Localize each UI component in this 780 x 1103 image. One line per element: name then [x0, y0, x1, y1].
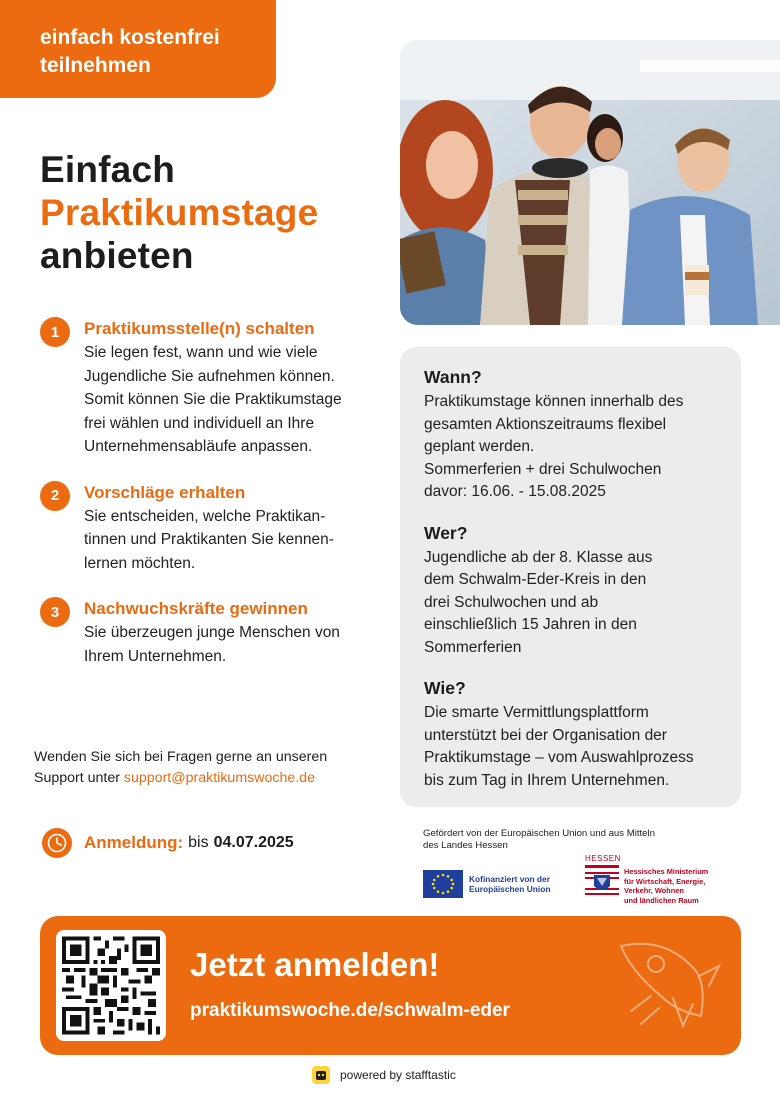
tab-line-2: teilnehmen	[40, 54, 151, 77]
hessen-text-line: und ländlichen Raum	[624, 895, 699, 905]
info-line: Praktikumstage – vom Auswahlprozess	[424, 749, 694, 766]
eu-text-line: Europäischen Union	[469, 884, 551, 894]
eu-logo	[423, 870, 550, 898]
info-line: Sommerferien + drei Schulwochen	[424, 460, 662, 478]
eu-logo-text	[469, 874, 550, 894]
stafftastic-logo-icon	[312, 1066, 330, 1084]
info-heading-when: Wann?	[424, 367, 482, 387]
support-note	[34, 747, 374, 789]
powered-by-text: powered by stafftastic	[340, 1068, 456, 1082]
info-line: dem Schwalm-Eder-Kreis in den	[424, 571, 647, 588]
headline-line-2: Praktikumstage	[40, 192, 319, 233]
deadline-prefix: bis	[188, 834, 209, 851]
step-text-line: Somit können Sie die Praktikumstage	[84, 391, 342, 408]
step-text-line: tinnen und Praktikanten Sie kennen-	[84, 531, 334, 548]
step-number-badge: 2	[40, 481, 70, 511]
info-line: Die smarte Vermittlungsplattform	[424, 704, 649, 721]
step-description	[84, 621, 380, 668]
top-tab-banner	[0, 0, 276, 98]
deadline-label: Anmeldung:	[84, 833, 184, 852]
registration-deadline	[42, 828, 294, 858]
hessen-text-line: Hessisches Ministerium	[624, 867, 709, 876]
info-line: Praktikumstage können innerhalb des	[424, 393, 684, 410]
tab-line-1: einfach kostenfrei	[40, 26, 220, 49]
step-text-line: Jugendliche Sie aufnehmen können.	[84, 367, 335, 385]
step-text-line: frei wählen und individuell an Ihre	[84, 414, 315, 432]
info-line: drei Schulwochen und ab	[424, 593, 599, 611]
hessen-crest-icon	[585, 865, 619, 899]
hessen-text-line: für Wirtschaft, Energie,	[624, 876, 706, 886]
support-line-2	[34, 768, 374, 789]
powered-by	[312, 1066, 456, 1084]
funding-note	[423, 828, 713, 852]
info-line: gesamten Aktionszeitraums flexibel	[424, 415, 667, 433]
info-heading-how: Wie?	[424, 678, 466, 698]
info-line: einschließlich 15 Jahren in den	[424, 616, 637, 633]
cta-title: Jetzt anmelden!	[190, 946, 440, 983]
step-description	[84, 341, 380, 459]
signup-banner[interactable]	[40, 916, 741, 1055]
step-title: Vorschläge erhalten	[84, 482, 246, 502]
headline-line-3: anbieten	[40, 235, 194, 276]
hessen-logo	[585, 854, 708, 905]
steps-list	[40, 316, 380, 690]
info-line: bis zum Tag in Ihrem Unternehmen.	[424, 771, 670, 789]
step-3	[40, 597, 380, 668]
step-text-line: Unternehmensabläufe anpassen.	[84, 438, 313, 455]
cta-url-link[interactable]: praktikumswoche.de/schwalm-eder	[190, 1000, 510, 1021]
eu-flag-icon	[423, 870, 463, 898]
info-text-how	[424, 702, 719, 792]
step-title: Praktikumsstelle(n) schalten	[84, 319, 315, 338]
info-text-who	[424, 547, 719, 660]
step-1	[40, 317, 380, 459]
info-line: geplant werden.	[424, 438, 535, 455]
info-box	[400, 347, 741, 807]
info-line: unterstützt bei der Organisation der	[424, 726, 667, 744]
funding-note-line: Gefördert von der Europäischen Union und aus Mitteln	[423, 828, 655, 839]
step-2	[40, 481, 380, 576]
step-number-badge: 3	[40, 597, 70, 627]
step-title: Nachwuchskräfte gewinnen	[84, 599, 308, 618]
rocket-icon	[611, 926, 721, 1041]
deadline-date: 04.07.2025	[213, 834, 294, 851]
info-text-when	[424, 391, 719, 504]
step-text-line: Sie legen fest, wann und wie viele	[84, 344, 318, 361]
step-text-line: Ihrem Unternehmen.	[84, 647, 227, 665]
step-text-line: lernen möchten.	[84, 554, 196, 572]
info-heading-who: Wer?	[424, 522, 468, 543]
support-email-link[interactable]: support@praktikumswoche.de	[123, 770, 315, 786]
info-line: davor: 16.06. - 15.08.2025	[424, 483, 606, 500]
eu-text-line: Kofinanziert von der	[469, 874, 550, 884]
info-line: Sommerferien	[424, 638, 522, 656]
step-description	[84, 505, 380, 576]
hessen-text-line: Verkehr, Wohnen	[624, 886, 684, 895]
clock-icon	[42, 828, 72, 858]
page-title	[40, 148, 318, 277]
headline-line-1: Einfach	[40, 149, 176, 190]
step-number-badge: 1	[40, 317, 70, 347]
hessen-ministry-text	[624, 867, 708, 905]
hessen-wordmark: HESSEN	[585, 854, 621, 863]
support-line-1: Wenden Sie sich bei Fragen gerne an unseren	[34, 749, 328, 765]
step-text-line: Sie überzeugen junge Menschen von	[84, 624, 340, 641]
info-line: Jugendliche ab der 8. Klasse aus	[424, 548, 653, 566]
funding-note-line: des Landes Hessen	[423, 840, 508, 851]
students-photo	[400, 40, 780, 325]
step-text-line: Sie entscheiden, welche Praktikan-	[84, 507, 326, 525]
qr-code[interactable]	[56, 930, 166, 1041]
support-prefix: Support unter	[34, 770, 124, 786]
funding-block	[423, 828, 713, 905]
